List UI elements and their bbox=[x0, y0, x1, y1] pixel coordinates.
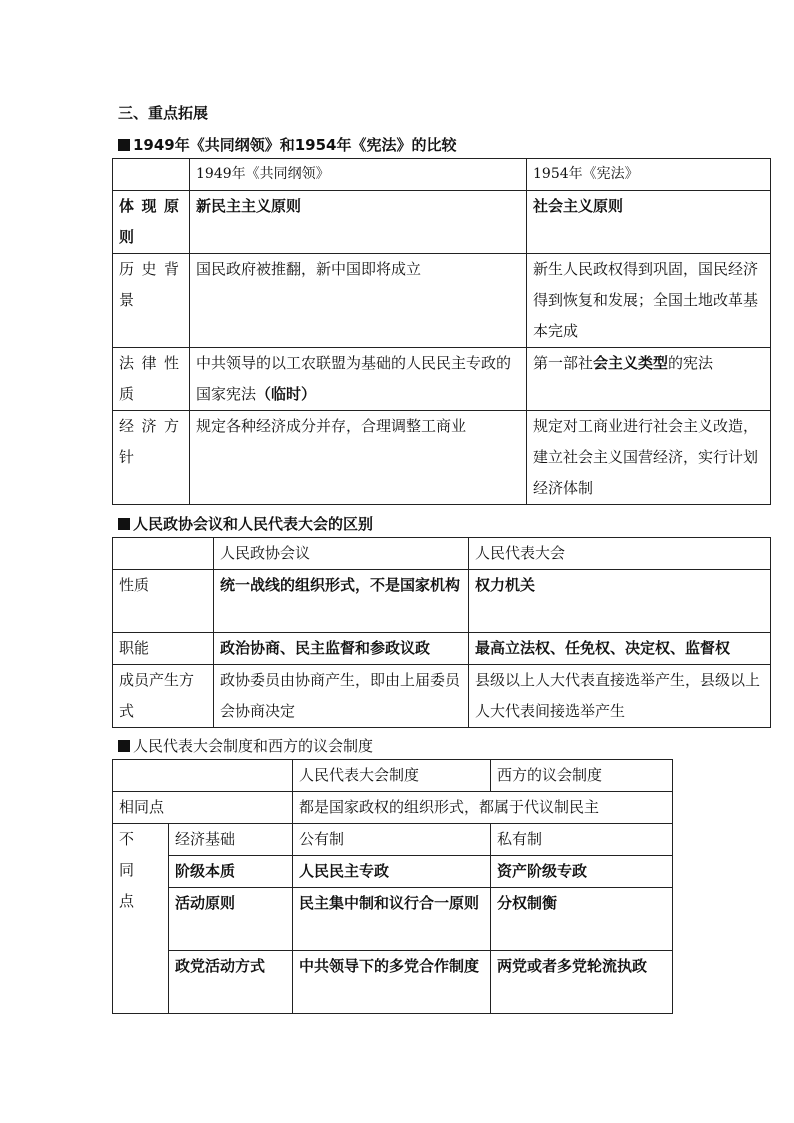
table-cell: 政治协商、民主监督和参政议政 bbox=[214, 633, 469, 665]
cell-text-bold: （临时） bbox=[256, 385, 317, 403]
table-cell: 统一战线的组织形式，不是国家机构 bbox=[214, 570, 469, 633]
comparison-table-3 bbox=[112, 759, 673, 1014]
table-row bbox=[113, 538, 771, 570]
row-label: 活动原则 bbox=[169, 888, 293, 951]
table-row bbox=[113, 159, 771, 191]
table-row bbox=[113, 760, 673, 792]
table-cell: 分权制衡 bbox=[491, 888, 673, 951]
table-header-cell: 1949年《共同纲领》 bbox=[190, 159, 527, 191]
table-row bbox=[113, 348, 771, 411]
table-cell: 中共领导下的多党合作制度 bbox=[293, 951, 491, 1014]
table-cell: 国民政府被推翻，新中国即将成立 bbox=[190, 254, 527, 348]
table-row bbox=[113, 254, 771, 348]
table-header-cell: 1954年《宪法》 bbox=[527, 159, 771, 191]
table-header-cell: 人民代表大会制度 bbox=[293, 760, 491, 792]
section-heading: 三、重点拓展 bbox=[118, 104, 209, 122]
square-bullet-icon bbox=[118, 740, 130, 752]
row-group-label bbox=[113, 824, 169, 1014]
table3-caption-text: 人民代表大会制度和西方的议会制度 bbox=[133, 737, 374, 755]
group-label-char: 同 bbox=[119, 861, 135, 879]
square-bullet-icon bbox=[118, 518, 130, 530]
table-cell: 政协委员由协商产生，即由上届委员会协商决定 bbox=[214, 665, 469, 728]
table-row bbox=[113, 411, 771, 505]
row-label: 性质 bbox=[113, 570, 214, 633]
table-cell bbox=[190, 348, 527, 411]
table-cell: 权力机关 bbox=[469, 570, 771, 633]
table2-caption-text: 人民政协会议和人民代表大会的区别 bbox=[133, 515, 374, 533]
table-cell: 私有制 bbox=[491, 824, 673, 856]
table-cell: 新民主主义原则 bbox=[190, 191, 527, 254]
table-cell bbox=[113, 538, 214, 570]
table1-caption bbox=[118, 134, 457, 155]
table-row bbox=[113, 570, 771, 633]
table-cell: 规定各种经济成分并存，合理调整工商业 bbox=[190, 411, 527, 505]
row-label: 相同点 bbox=[113, 792, 293, 824]
row-label: 成员产生方式 bbox=[113, 665, 214, 728]
table-row bbox=[113, 856, 673, 888]
group-label-char: 不 bbox=[119, 830, 135, 848]
table-cell: 民主集中制和议行合一原则 bbox=[293, 888, 491, 951]
table-header-cell: 西方的议会制度 bbox=[491, 760, 673, 792]
table-row bbox=[113, 792, 673, 824]
table1-caption-text: 1949年《共同纲领》和1954年《宪法》的比较 bbox=[133, 136, 457, 154]
row-label: 历史背景 bbox=[113, 254, 190, 348]
table3-caption bbox=[118, 735, 373, 756]
table-row bbox=[113, 888, 673, 951]
table-cell bbox=[113, 760, 293, 792]
table2-caption bbox=[118, 513, 373, 534]
comparison-table-1 bbox=[112, 158, 771, 505]
table-cell: 资产阶级专政 bbox=[491, 856, 673, 888]
cell-text: 中共领导的以工农联盟为基础的人民民主专政的国家宪法 bbox=[196, 354, 512, 403]
row-label: 经济基础 bbox=[169, 824, 293, 856]
table-cell: 两党或者多党轮流执政 bbox=[491, 951, 673, 1014]
table-cell: 新生人民政权得到巩固，国民经济得到恢复和发展；全国土地改革基本完成 bbox=[527, 254, 771, 348]
table-row bbox=[113, 633, 771, 665]
table-cell bbox=[527, 348, 771, 411]
square-bullet-icon bbox=[118, 139, 130, 151]
table-cell: 公有制 bbox=[293, 824, 491, 856]
table-cell: 人民民主专政 bbox=[293, 856, 491, 888]
row-label: 体现原则 bbox=[113, 191, 190, 254]
table-row bbox=[113, 951, 673, 1014]
row-label: 政党活动方式 bbox=[169, 951, 293, 1014]
row-label: 经济方针 bbox=[113, 411, 190, 505]
table-cell: 规定对工商业进行社会主义改造，建立社会主义国营经济，实行计划经济体制 bbox=[527, 411, 771, 505]
row-label: 法律性质 bbox=[113, 348, 190, 411]
table-header-cell: 人民代表大会 bbox=[469, 538, 771, 570]
table-cell: 社会主义原则 bbox=[527, 191, 771, 254]
comparison-table-2 bbox=[112, 537, 771, 728]
table-cell: 都是国家政权的组织形式，都属于代议制民主 bbox=[293, 792, 673, 824]
cell-text: 第一部社 bbox=[533, 354, 594, 372]
table-cell: 最高立法权、任免权、决定权、监督权 bbox=[469, 633, 771, 665]
row-label: 阶级本质 bbox=[169, 856, 293, 888]
cell-text: 的宪法 bbox=[668, 354, 714, 372]
group-label-char: 点 bbox=[119, 892, 135, 910]
table-cell: 县级以上人大代表直接选举产生，县级以上人大代表间接选举产生 bbox=[469, 665, 771, 728]
row-label: 职能 bbox=[113, 633, 214, 665]
table-row bbox=[113, 665, 771, 728]
table-cell bbox=[113, 159, 190, 191]
cell-text-bold: 会主义类型 bbox=[593, 354, 669, 372]
table-header-cell: 人民政协会议 bbox=[214, 538, 469, 570]
table-row bbox=[113, 824, 673, 856]
table-row bbox=[113, 191, 771, 254]
